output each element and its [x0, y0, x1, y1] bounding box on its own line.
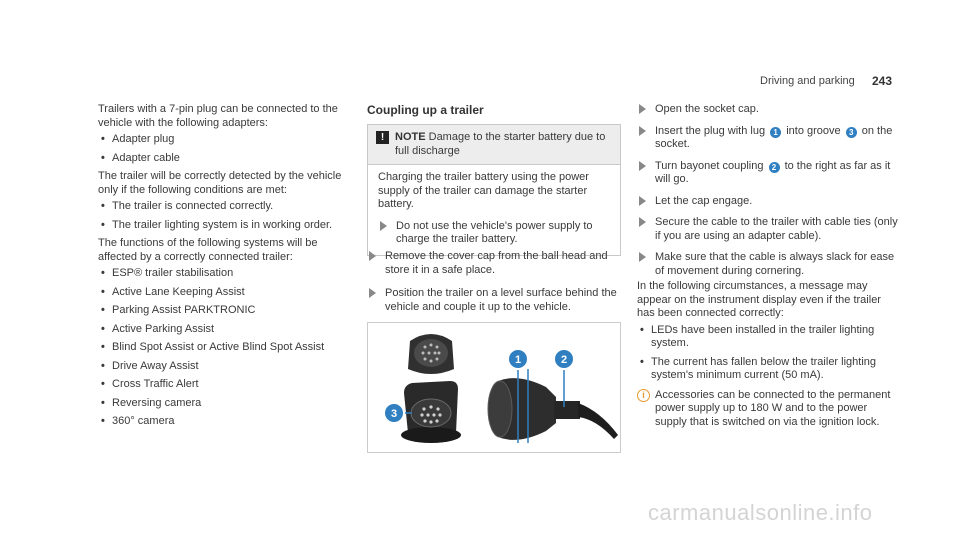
callout-3 — [384, 403, 404, 423]
arrow-icon — [639, 196, 646, 206]
warning-icon: ! — [376, 131, 389, 144]
arrow-icon — [369, 251, 376, 261]
list-item: • ESP® trailer stabilisation — [101, 267, 234, 279]
note-box — [367, 124, 621, 256]
arrow-icon — [639, 217, 646, 227]
list-item: • The trailer is connected correctly. — [101, 200, 274, 212]
step-cap-engage: Let the cap engage. — [637, 195, 899, 209]
socket-figure — [367, 322, 621, 453]
functions-text: The functions of the following systems will be affected by a correctly connected trailer: — [98, 237, 318, 263]
list-item: • Active Parking Assist — [101, 322, 215, 335]
systems-list — [98, 267, 348, 429]
list-item: • Drive Away Assist — [101, 359, 199, 372]
list-item: • Reversing camera — [101, 396, 202, 409]
list-item: • Adapter cable — [101, 151, 180, 164]
condition-list — [98, 200, 348, 232]
callout-badge-2: 2 — [769, 162, 780, 173]
arrow-icon — [639, 252, 646, 262]
note-body — [368, 165, 620, 255]
list-item: • The trailer lighting system is in working order. — [101, 218, 333, 231]
circumstance-list — [637, 324, 899, 383]
list-item: • Cross Traffic Alert — [101, 378, 199, 390]
list-item: • Active Lane Keeping Assist — [101, 285, 245, 298]
list-item: • LEDs have been installed in the trailer lighting system. — [640, 323, 875, 349]
callout-1 — [508, 349, 528, 369]
arrow-icon — [639, 161, 646, 171]
callout-badge-1: 1 — [770, 127, 781, 138]
arrow-icon — [369, 288, 376, 298]
step-open-cap: Open the socket cap. — [637, 103, 899, 117]
page-number: 243 — [872, 74, 893, 88]
adapter-list — [98, 133, 348, 165]
arrow-icon — [380, 221, 387, 231]
list-item: • Adapter plug — [101, 133, 175, 145]
coupling-steps — [367, 250, 619, 322]
arrow-icon — [639, 104, 646, 114]
step-cable-slack: Make sure that the cable is always slack for ease of movement during cornering. — [637, 251, 899, 278]
list-item: • Parking Assist PARKTRONIC — [101, 304, 256, 316]
step-secure-cable: Secure the cable to the trailer with cable ties (only if you are using an adapter cable). — [637, 216, 899, 243]
socket-illustration — [368, 323, 620, 452]
circumstances-text: In the following circumstances, a message may appear on the instrument display even if the trailer has been connected correctly: — [637, 280, 881, 319]
note-text: Charging the trailer battery using the power supply of the trailer can damage the starter battery. — [378, 171, 589, 210]
step-position-trailer: Position the trailer on a level surface behind the vehicle and couple it up to the vehicle. — [367, 287, 619, 314]
note-label: NOTE — [395, 131, 426, 143]
step-remove-cap: Remove the cover cap from the ball head and store it in a safe place. — [367, 250, 619, 277]
arrow-icon — [639, 126, 646, 136]
intro-text: Trailers with a 7-pin plug can be connected to the vehicle with the following adapters: — [98, 103, 338, 129]
column-right — [637, 103, 899, 437]
watermark: carmanualsonline.info — [648, 500, 873, 525]
step-insert-plug: Insert the plug with lug 1 into groove 3 on the socket. — [637, 125, 899, 152]
info-note: i Accessories can be connected to the permanent power supply up to 180 W and to the power supply that is switched on via the ignition lock. — [637, 389, 899, 430]
list-item: • The current has fallen below the trailer lighting system's minimum current (50 mA). — [640, 355, 877, 381]
note-step: Do not use the vehicle's power supply to charge the trailer battery. — [378, 220, 610, 247]
callout-2 — [554, 349, 574, 369]
svg-text:2: 2 — [560, 354, 568, 366]
detection-text: The trailer will be correctly detected by the vehicle only if the following conditions are met: — [98, 170, 342, 196]
column-left — [98, 103, 348, 434]
svg-text:3: 3 — [390, 408, 398, 420]
note-header — [368, 125, 620, 165]
callout-badge-3: 3 — [846, 127, 857, 138]
note-title: Damage to the starter battery due to full discharge — [395, 131, 606, 157]
section-heading: Coupling up a trailer — [367, 103, 484, 117]
section-title: Driving and parking — [760, 75, 855, 87]
step-turn-coupling: Turn bayonet coupling 2 to the right as far as it will go. — [637, 160, 899, 187]
info-icon: i — [637, 389, 650, 402]
list-item: • Blind Spot Assist or Active Blind Spot Assist — [101, 341, 325, 353]
list-item: • 360° camera — [101, 415, 175, 427]
svg-text:1: 1 — [514, 354, 522, 366]
